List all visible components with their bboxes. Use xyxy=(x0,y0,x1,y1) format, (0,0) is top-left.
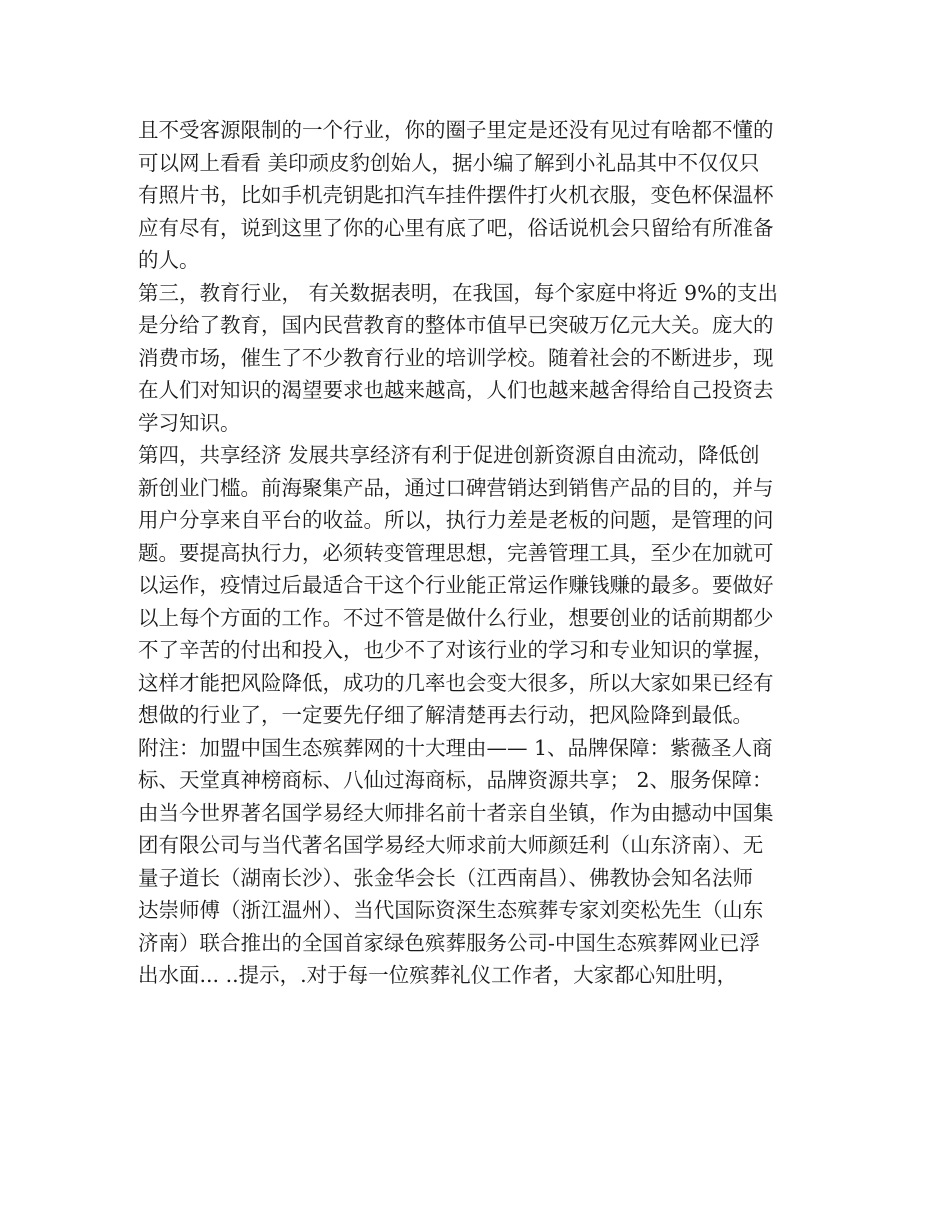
text-line: 由当今世界著名国学易经大师排名前十者亲自坐镇，作为由撼动中国集 xyxy=(138,800,774,825)
text-line: 有照片书，比如手机壳钥匙扣汽车挂件摆件打火机衣服，变色杯保温杯 xyxy=(138,183,774,207)
body-text xyxy=(138,114,818,992)
text-line: 以运作，疫情过后最适合干这个行业能正常运作赚钱赚的最多。要做好 xyxy=(138,573,774,597)
text-line: 第四，共享经济 发展共享经济有利于促进创新资源自由流动，降低创 xyxy=(138,443,760,467)
text-line: 用户分享来自平台的收益。所以，执行力差是老板的问题，是管理的问 xyxy=(138,508,774,532)
text-line: 想做的行业了，一定要先仔细了解清楚再去行动，把风险降到最低。 xyxy=(138,703,753,727)
text-line: 题。要提高执行力，必须转变管理思想，完善管理工具，至少在加就可 xyxy=(138,540,774,565)
text-line: 可以网上看看 美印顽皮豹创始人，据小编了解到小礼品其中不仅仅只 xyxy=(138,150,760,175)
text-line: 的人。 xyxy=(138,248,200,272)
text-line: 以上每个方面的工作。不过不管是做什么行业，想要创业的话前期都少 xyxy=(138,605,774,630)
text-line: 新创业门槛。前海聚集产品，通过口碑营销达到销售产品的目的，并与 xyxy=(138,475,774,500)
text-line: 学习知识。 xyxy=(138,410,241,435)
text-line: 在人们对知识的渴望要求也越来越高，人们也越来越舍得给自己投资去 xyxy=(138,378,774,402)
text-line: 是分给了教育，国内民营教育的整体市值早已突破万亿元大关。庞大的 xyxy=(138,313,774,337)
text-line: 出水面... ..提示，.对于每一位殡葬礼仪工作者，大家都心知肚明， xyxy=(138,963,738,987)
text-line: 标、天堂真神榜商标、八仙过海商标，品牌资源共享； 2、服务保障： xyxy=(138,768,773,792)
text-line: 团有限公司与当代著名国学易经大师求前大师颜廷利（山东济南）、无 xyxy=(138,833,764,857)
text-line: 第三，教育行业， 有关数据表明，在我国，每个家庭中将近 9%的支出 xyxy=(138,280,779,305)
text-line: 消费市场，催生了不少教育行业的培训学校。随着社会的不断进步，现 xyxy=(138,345,774,370)
text-line: 达崇师傅（浙江温州）、当代国际资深生态殡葬专家刘奕松先生（山东 xyxy=(138,898,764,922)
text-line: 济南）联合推出的全国首家绿色殡葬服务公司-中国生态殡葬网业已浮 xyxy=(138,930,760,955)
text-line: 应有尽有，说到这里了你的心里有底了吧，俗话说机会只留给有所准备 xyxy=(138,215,774,240)
text-line: 量子道长（湖南长沙）、张金华会长（江西南昌）、佛教协会知名法师 xyxy=(138,865,753,890)
text-line: 这样才能把风险降低，成功的几率也会变大很多，所以大家如果已经有 xyxy=(138,670,774,695)
text-line: 附注：加盟中国生态殡葬网的十大理由—— 1、品牌保障：紫薇圣人商 xyxy=(138,735,773,760)
text-line: 且不受客源限制的一个行业，你的圈子里定是还没有见过有啥都不懂的 xyxy=(138,118,774,142)
text-line: 不了辛苦的付出和投入，也少不了对该行业的学习和专业知识的掌握， xyxy=(138,638,774,662)
